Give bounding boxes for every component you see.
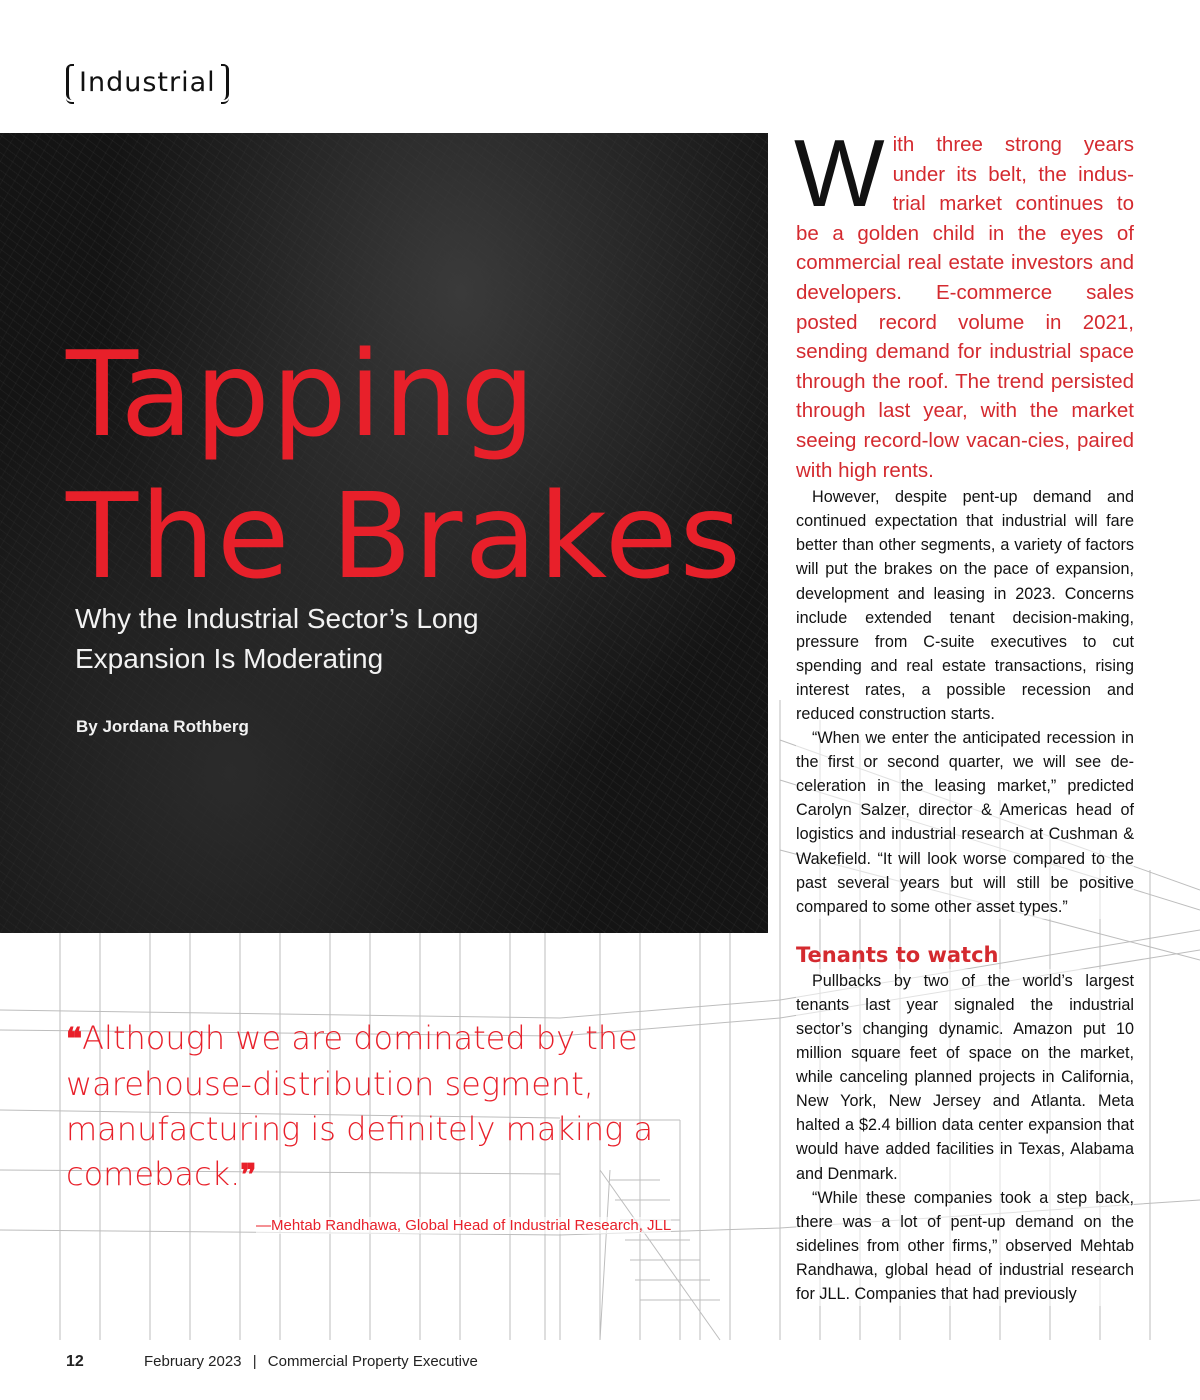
issue-date: February 2023 bbox=[143, 1353, 242, 1370]
pull-quote bbox=[66, 1016, 726, 1198]
paragraph: Pullbacks by two of the world’s largest tenants last year signaled the industrial sector’s changing dynamic. Amazon put 10 million square feet of space on the market, while canceling planned projects in California, New York, New Jersey and Atlanta. Meta halted a $2.4 billion data center expansion that would have added facilities in Texas, Alabama and Denmark. bbox=[796, 969, 1134, 1186]
section-subhead: Tenants to watch bbox=[796, 942, 999, 967]
title-line-2: The Brakes bbox=[66, 467, 743, 605]
page-footer bbox=[66, 1353, 478, 1371]
drop-cap: W bbox=[794, 120, 885, 227]
title-line-1: Tapping bbox=[66, 325, 538, 463]
article-subtitle: Why the Industrial Sector’s Long Expansion Is Moderating bbox=[75, 603, 479, 674]
article-lede bbox=[794, 120, 1134, 485]
lede-text: ith three strong years under its belt, the indus-trial market continues to be a golden child in the eyes of commercial real estate investors and developers. E-commerce sales posted record volume in 2021, sending demand for industrial space through the roof. The trend persisted through last year, with the market seeing record-low vacan-cies, paired with high rents. bbox=[796, 133, 1134, 482]
paragraph: “While these companies took a step back, there was a lot of pent-up demand on the sidelines from other firms,” observed Mehtab Randhawa, global head of industrial research for JLL. Companies that had previously bbox=[796, 1186, 1134, 1306]
article-title bbox=[66, 323, 743, 607]
paragraph: However, despite pent-up demand and continued expectation that industrial will fare better than other segments, a variety of factors will put the brakes on the pace of expansion, development and leasing in 2023. Concerns include extended tenant decision-making, pressure from C-suite executives to cut spending and real estate transactions, rising interest rates, a possible recession and reduced construction starts. bbox=[796, 485, 1134, 726]
open-quote-icon: ❝ bbox=[66, 1022, 83, 1057]
footer-separator: | bbox=[252, 1353, 257, 1370]
pull-quote-attribution: —Mehtab Randhawa, Global Head of Industrial Research, JLL bbox=[256, 1217, 672, 1234]
close-quote-icon: ❞ bbox=[240, 1158, 257, 1193]
byline: By Jordana Rothberg bbox=[76, 717, 249, 736]
pull-quote-text: Although we are dominated by the warehouse-distribution segment, manufacturing is definitely making a comeback. bbox=[66, 1019, 654, 1193]
page-number: 12 bbox=[66, 1353, 84, 1370]
publication-name: Commercial Property Executive bbox=[267, 1353, 478, 1370]
section-tag bbox=[66, 64, 229, 100]
article-body bbox=[794, 120, 1134, 1306]
paragraph: “When we enter the anticipated recession in the first or second quarter, we will see de-celeration in the leasing market,” predicted Carolyn Salzer, director & Americas head of logistics and industrial research at Cushman & Wakefield. “It will look worse compared to the past several years but will still be positive compared to some other asset types.” bbox=[796, 726, 1134, 919]
section-tag-label: Industrial bbox=[79, 66, 216, 98]
